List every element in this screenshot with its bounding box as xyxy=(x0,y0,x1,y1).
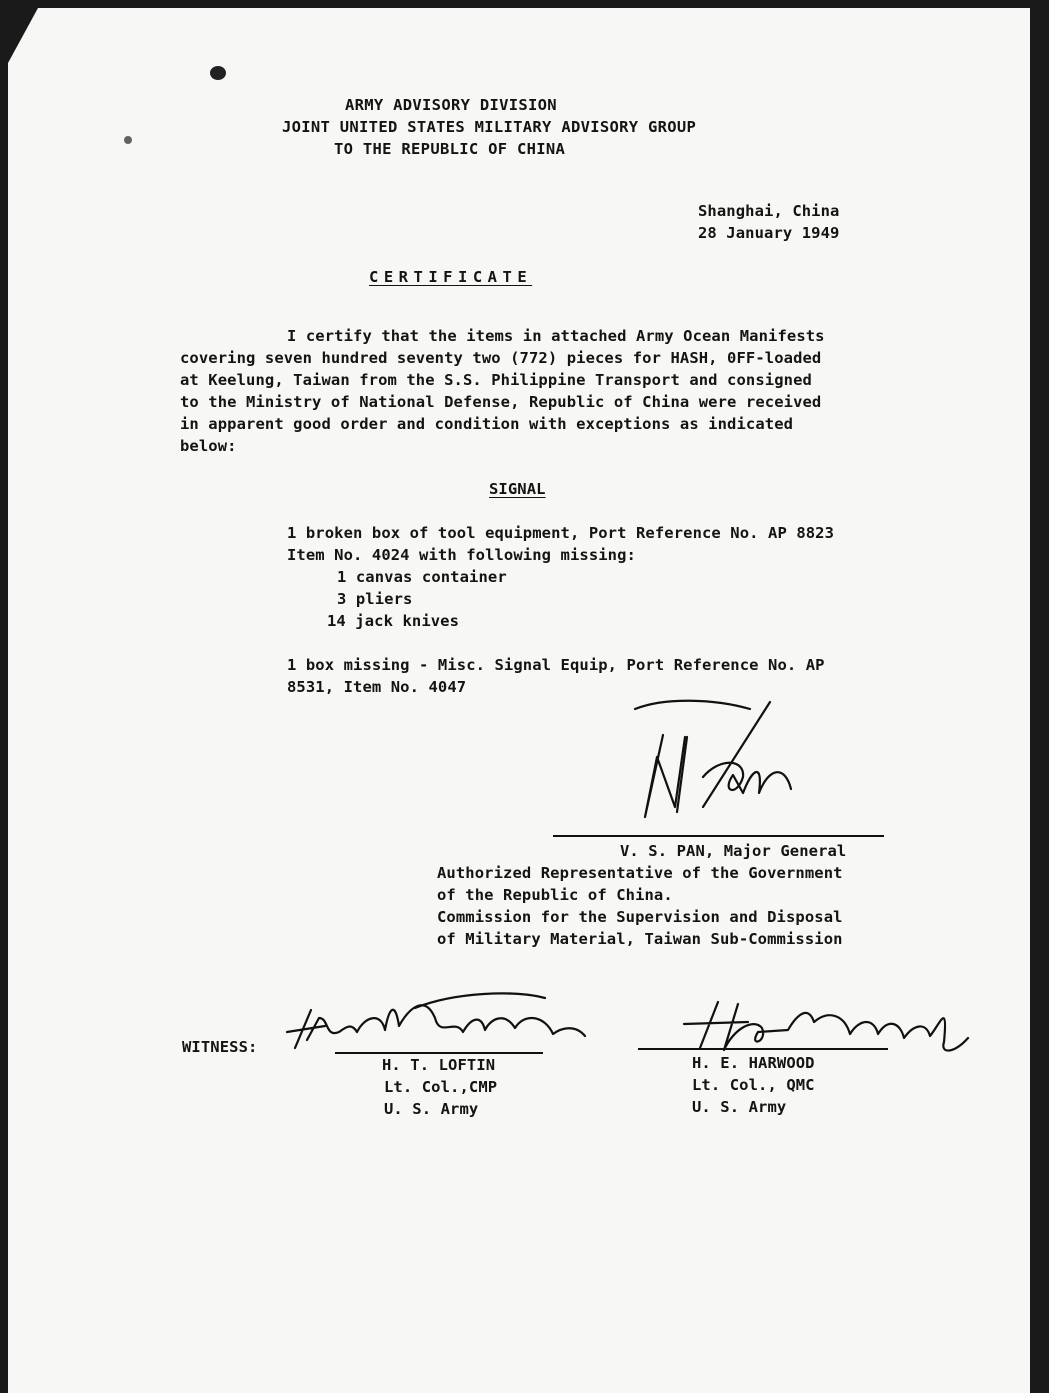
header-line-3: TO THE REPUBLIC OF CHINA xyxy=(334,140,566,158)
signatory-line-2: Authorized Representative of the Government xyxy=(437,864,843,882)
signatory-line-4: Commission for the Supervision and Disposal xyxy=(437,908,843,926)
date: 28 January 1949 xyxy=(698,224,840,242)
loftin-signature xyxy=(285,988,605,1058)
place: Shanghai, China xyxy=(698,202,840,220)
section-heading: SIGNAL xyxy=(489,480,546,498)
body-line-4: to the Ministry of National Defense, Republic of China were received xyxy=(180,393,822,411)
ink-blot xyxy=(124,136,132,144)
body-line-3: at Keelung, Taiwan from the S.S. Philippine Transport and consigned xyxy=(180,371,812,389)
missing-item: 3 pliers xyxy=(337,590,413,608)
missing-item: 1 canvas container xyxy=(337,568,507,586)
body-line-5: in apparent good order and condition with exceptions as indicated xyxy=(180,415,794,433)
document-title: CERTIFICATE xyxy=(369,268,533,286)
witness1-rank: Lt. Col.,CMP xyxy=(384,1078,498,1096)
signatory-name: V. S. PAN, Major General xyxy=(620,842,847,860)
ink-blot xyxy=(210,66,226,80)
witness2-unit: U. S. Army xyxy=(692,1098,787,1116)
witness-label: WITNESS: xyxy=(182,1038,258,1056)
item1-line-1: 1 broken box of tool equipment, Port Reference No. AP 8823 xyxy=(287,524,835,542)
body-line-1: I certify that the items in attached Army Ocean Manifests xyxy=(287,327,825,345)
document-page xyxy=(8,8,1030,1393)
missing-item: 14 jack knives xyxy=(327,612,460,630)
header-line-1: ARMY ADVISORY DIVISION xyxy=(345,96,557,114)
signature-line xyxy=(553,835,884,837)
item2-line-2: 8531, Item No. 4047 xyxy=(287,678,467,696)
body-line-2: covering seven hundred seventy two (772) pieces for HASH, 0FF-loaded xyxy=(180,349,822,367)
witness1-signature-line xyxy=(335,1052,543,1054)
signatory-line-3: of the Republic of China. xyxy=(437,886,673,904)
header-line-2: JOINT UNITED STATES MILITARY ADVISORY GROUP xyxy=(282,118,697,136)
witness2-rank: Lt. Col., QMC xyxy=(692,1076,815,1094)
item1-line-2: Item No. 4024 with following missing: xyxy=(287,546,636,564)
witness2-name: H. E. HARWOOD xyxy=(692,1054,815,1072)
witness2-signature-line xyxy=(638,1048,888,1050)
signatory-line-5: of Military Material, Taiwan Sub-Commission xyxy=(437,930,843,948)
item2-line-1: 1 box missing - Misc. Signal Equip, Port Reference No. AP xyxy=(287,656,825,674)
pan-signature xyxy=(625,697,815,827)
witness1-name: H. T. LOFTIN xyxy=(382,1056,496,1074)
witness1-unit: U. S. Army xyxy=(384,1100,479,1118)
body-line-6: below: xyxy=(180,437,237,455)
